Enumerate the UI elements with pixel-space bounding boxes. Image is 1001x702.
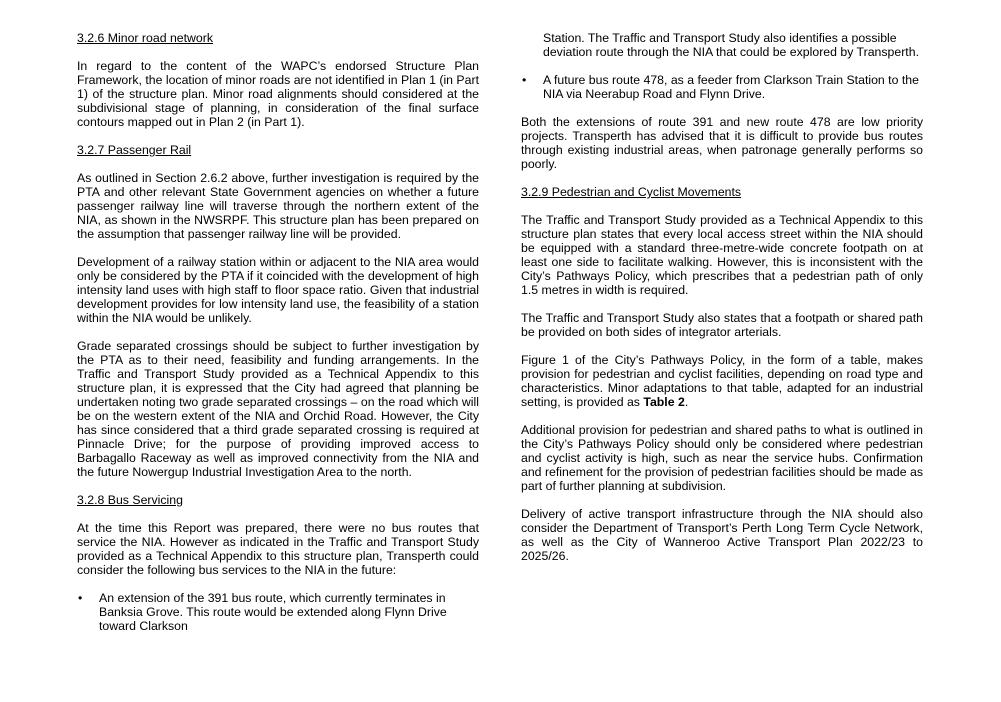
bullet-list: [77, 591, 479, 633]
right-column: [521, 31, 923, 577]
paragraph: At the time this Report was prepared, there were no bus routes that service the NIA. However as indicated in the Traffic and Transport Study provided as a Technical Appendix to this structure plan, Transperth could consider the following bus services to the NIA in the future:: [77, 521, 479, 577]
paragraph: As outlined in Section 2.6.2 above, further investigation is required by the PTA and other relevant State Government agencies on whether a future passenger railway line will traverse through the northern extent of the NIA, as shown in the NWSRPF. This structure plan has been prepared on the assumption that passenger railway line will be provided.: [77, 171, 479, 241]
paragraph: Both the extensions of route 391 and new route 478 are low priority projects. Transperth has advised that it is difficult to provide bus routes through existing industrial areas, when patronage generally performs so poorly.: [521, 115, 923, 171]
paragraph: Delivery of active transport infrastructure through the NIA should also consider the Department of Transport’s Perth Long Term Cycle Network, as well as the City of Wanneroo Active Transport Plan 2022/23 to 2025/26.: [521, 507, 923, 563]
paragraph-text: Figure 1 of the City’s Pathways Policy, in the form of a table, makes provision for pedestrian and cyclist facilities, depending on road type and characteristics. Minor adaptations to that table, adapted for an industrial setting, is provided as: [521, 353, 923, 409]
paragraph: The Traffic and Transport Study also states that a footpath or shared path be provided on both sides of integrator arterials.: [521, 311, 923, 339]
paragraph: Grade separated crossings should be subject to further investigation by the PTA as to their need, feasibility and funding arrangements. In the Traffic and Transport Study provided as a Technical Appendix to this structure plan, it is expressed that the City had agreed that planning be undertaken noting two grade separated crossings – on the road which will be on the western extent of the NIA and Orchid Road. However, the City has since considered that a third grade separated crossing is required at Pinnacle Drive; for the purpose of providing improved access to Barbagallo Raceway as well as improved connectivity from the NIA and the future Nowergup Industrial Investigation Area to the north.: [77, 339, 479, 479]
bullet-list: [521, 31, 923, 101]
table-reference: Table 2: [643, 395, 685, 409]
section-heading-passenger-rail: 3.2.7 Passenger Rail: [77, 143, 192, 157]
section-heading-bus-servicing: 3.2.8 Bus Servicing: [77, 493, 183, 507]
paragraph: Development of a railway station within or adjacent to the NIA area would only be considered by the PTA if it coincided with the development of high intensity land uses with high staff to floor space ratio. Given that industrial development provides for low intensity land use, the feasibility of a station within the NIA would be unlikely.: [77, 255, 479, 325]
left-column: [77, 31, 479, 647]
paragraph: Additional provision for pedestrian and shared paths to what is outlined in the City’s Pathways Policy should only be considered where pedestrian and cyclist activity is high, such as near the service hubs. Confirmation and refinement for the provision of pedestrian facilities should be made as part of further planning at subdivision.: [521, 423, 923, 493]
list-item: • A future bus route 478, as a feeder from Clarkson Train Station to the NIA via Neerabup Road and Flynn Drive.: [521, 73, 923, 101]
section-heading-pedestrian-cyclist: 3.2.9 Pedestrian and Cyclist Movements: [521, 185, 742, 199]
paragraph: In regard to the content of the WAPC’s endorsed Structure Plan Framework, the location of minor roads are not identified in Plan 1 (in Part 1) of the structure plan. Minor road alignments should considered at the subdivisional stage of planning, in consideration of the final surface contours mapped out in Plan 2 (in Part 1).: [77, 59, 479, 129]
list-item: • An extension of the 391 bus route, which currently terminates in Banksia Grove. This route would be extended along Flynn Drive toward Clarkson: [77, 591, 479, 633]
paragraph: The Traffic and Transport Study provided as a Technical Appendix to this structure plan states that every local access street within the NIA should be equipped with a standard three-metre-wide concrete footpath on at least one side to facilitate walking. However, this is inconsistent with the City’s Pathways Policy, which prescribes that a pedestrian path of only 1.5 metres in width is required.: [521, 213, 923, 297]
paragraph: [521, 353, 923, 409]
section-heading-minor-road-network: 3.2.6 Minor road network: [77, 31, 214, 45]
list-item-continued: Station. The Traffic and Transport Study also identifies a possible deviation route through the NIA that could be explored by Transperth.: [543, 31, 919, 59]
paragraph-end: .: [684, 395, 689, 409]
